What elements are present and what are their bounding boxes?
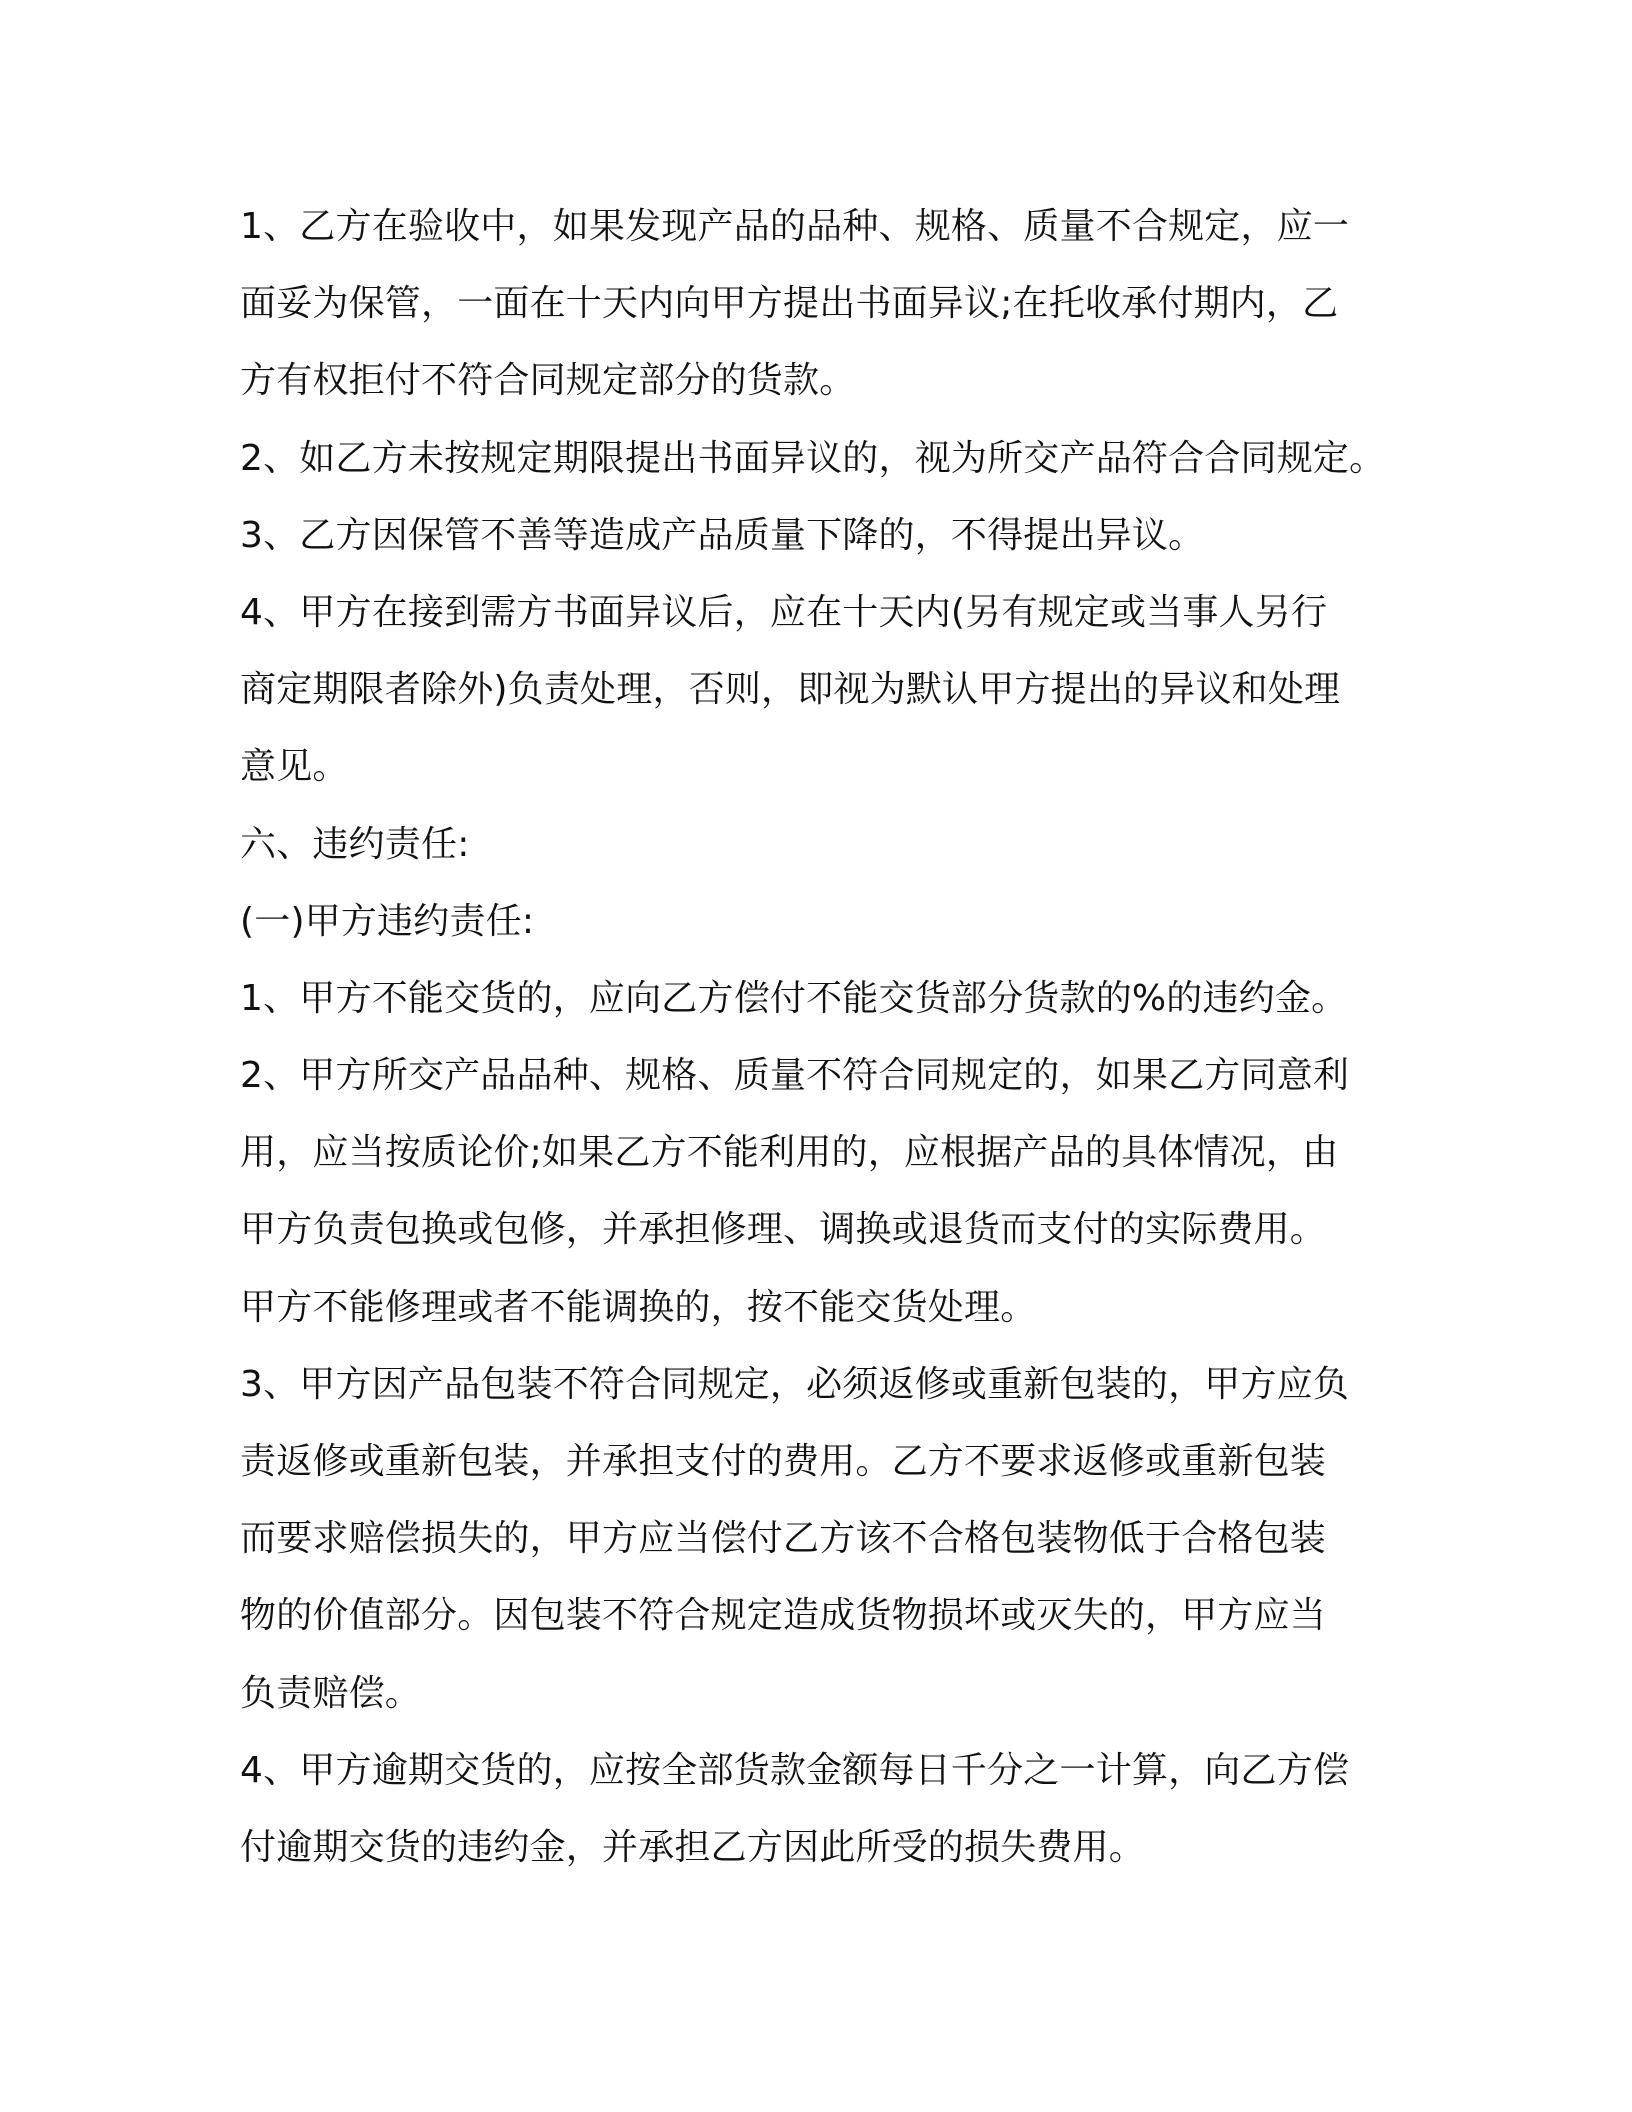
document-body [240, 188, 1430, 1886]
text-line: 用，应当按质论价;如果乙方不能利用的，应根据产品的具体情况，由 [240, 1132, 1339, 1174]
text-line: 3、乙方因保管不善等造成产品质量下降的，不得提出异议。 [240, 514, 1205, 556]
text-line: 1、乙方在验收中，如果发现产品的品种、规格、质量不合规定，应一 [240, 206, 1350, 247]
heading-text: (一)甲方违约责任: [240, 900, 535, 942]
text-line: 意见。 [240, 746, 349, 788]
paragraph-packaging [240, 1346, 1430, 1732]
text-line: 面妥为保管，一面在十天内向甲方提出书面异议;在托收承付期内，乙 [240, 283, 1339, 325]
text-line: 物的价值部分。因包装不符合规定造成货物损坏或灭失的，甲方应当 [240, 1595, 1327, 1637]
text-line: 而要求赔偿损失的，甲方应当偿付乙方该不合格包装物低于合格包装 [240, 1518, 1327, 1560]
heading-text: 六、违约责任: [240, 823, 470, 865]
paragraph-objection-handling [240, 574, 1430, 806]
text-line: 方有权拒付不符合同规定部分的货款。 [240, 360, 856, 402]
section-heading-liability [240, 806, 1430, 883]
text-line: 责返修或重新包装，并承担支付的费用。乙方不要求返修或重新包装 [240, 1441, 1327, 1482]
text-line: 4、甲方逾期交货的，应按全部货款金额每日千分之一计算，向乙方偿 [240, 1749, 1350, 1791]
text-line: 4、甲方在接到需方书面异议后，应在十天内(另有规定或当事人另行 [240, 591, 1328, 633]
paragraph-non-delivery [240, 960, 1430, 1037]
text-line: 商定期限者除外)负责处理，否则，即视为默认甲方提出的异议和处理 [240, 669, 1341, 711]
paragraph-late-delivery [240, 1732, 1430, 1886]
paragraph-nonconforming-goods [240, 1037, 1430, 1346]
paragraph-storage-fault [240, 497, 1430, 574]
paragraph-objection-deadline [240, 420, 1430, 497]
subsection-heading-party-a-liability [240, 883, 1430, 960]
text-line: 2、如乙方未按规定期限提出书面异议的，视为所交产品符合合同规定。 [240, 437, 1386, 479]
text-line: 2、甲方所交产品品种、规格、质量不符合同规定的，如果乙方同意利 [240, 1055, 1350, 1097]
text-line: 付逾期交货的违约金，并承担乙方因此所受的损失费用。 [240, 1826, 1146, 1868]
paragraph-inspection-objection [240, 188, 1430, 420]
text-line: 3、甲方因产品包装不符合同规定，必须返修或重新包装的，甲方应负 [240, 1363, 1350, 1405]
text-line: 甲方负责包换或包修，并承担修理、调换或退货而支付的实际费用。 [240, 1209, 1327, 1251]
text-line: 负责赔偿。 [240, 1672, 422, 1714]
text-line: 甲方不能修理或者不能调换的，按不能交货处理。 [240, 1286, 1037, 1328]
text-line: 1、甲方不能交货的，应向乙方偿付不能交货部分货款的%的违约金。 [240, 977, 1348, 1019]
